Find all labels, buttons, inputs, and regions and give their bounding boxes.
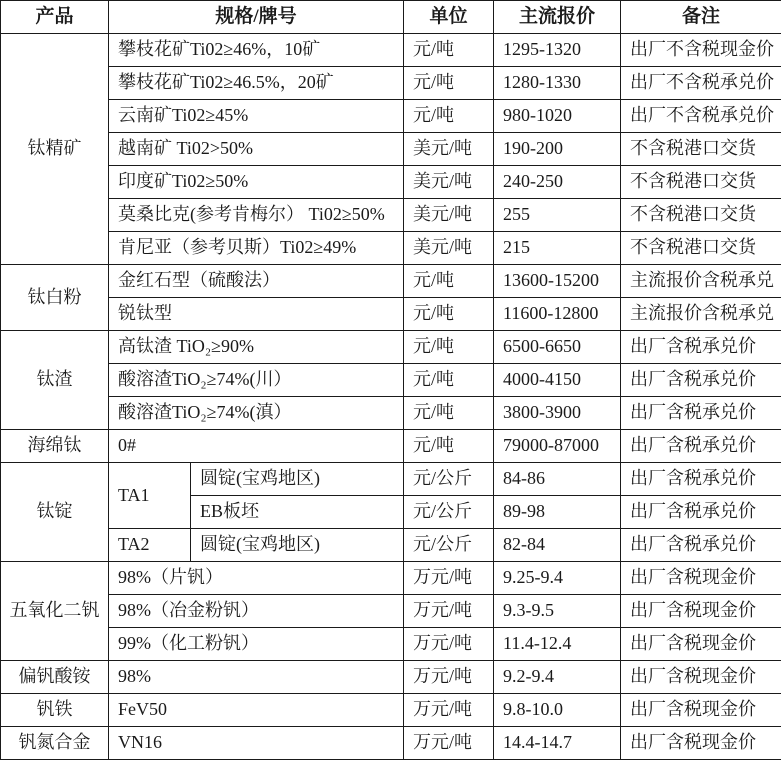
remark-cell: 不含税港口交货 [621, 133, 781, 166]
price-cell: 190-200 [494, 133, 621, 166]
table-row [1, 463, 781, 496]
table-row [1, 595, 781, 628]
price-cell: 980-1020 [494, 100, 621, 133]
product-cell: 偏钒酸铵 [1, 661, 109, 694]
spec-cell: 圆锭(宝鸡地区) [191, 529, 404, 562]
price-cell: 9.2-9.4 [494, 661, 621, 694]
remark-cell: 出厂含税现金价 [621, 694, 781, 727]
remark-cell: 出厂含税现金价 [621, 661, 781, 694]
unit-cell: 元/吨 [404, 34, 494, 67]
price-cell: 1295-1320 [494, 34, 621, 67]
remark-cell: 出厂含税承兑价 [621, 430, 781, 463]
price-cell: 255 [494, 199, 621, 232]
remark-cell: 出厂含税承兑价 [621, 331, 781, 364]
table-row [1, 331, 781, 364]
spec-cell: 莫桑比克(参考肯梅尔） Ti02≥50% [109, 199, 404, 232]
unit-cell: 元/吨 [404, 397, 494, 430]
col-header-product: 产品 [1, 1, 109, 34]
table-row [1, 34, 781, 67]
price-cell: 3800-3900 [494, 397, 621, 430]
price-cell: 11600-12800 [494, 298, 621, 331]
product-cell: 海绵钛 [1, 430, 109, 463]
remark-cell: 出厂不含税承兑价 [621, 100, 781, 133]
price-cell: 9.3-9.5 [494, 595, 621, 628]
remark-cell: 出厂含税承兑价 [621, 397, 781, 430]
remark-cell: 不含税港口交货 [621, 199, 781, 232]
col-header-unit: 单位 [404, 1, 494, 34]
price-cell: 240-250 [494, 166, 621, 199]
product-cell: 钒铁 [1, 694, 109, 727]
table-row [1, 265, 781, 298]
price-cell: 215 [494, 232, 621, 265]
spec-cell: 98%（冶金粉钒） [109, 595, 404, 628]
unit-cell: 元/吨 [404, 364, 494, 397]
remark-cell: 出厂含税现金价 [621, 727, 781, 760]
unit-cell: 元/公斤 [404, 529, 494, 562]
grade-cell: TA2 [109, 529, 191, 562]
remark-cell: 出厂含税现金价 [621, 595, 781, 628]
spec-cell: 98% [109, 661, 404, 694]
table-row [1, 67, 781, 100]
unit-cell: 元/吨 [404, 331, 494, 364]
spec-cell: 酸溶渣TiO₂≥74%(滇） [109, 397, 404, 430]
table-row [1, 694, 781, 727]
table-row [1, 133, 781, 166]
table-row [1, 232, 781, 265]
remark-cell: 主流报价含税承兑 [621, 298, 781, 331]
price-cell: 4000-4150 [494, 364, 621, 397]
unit-cell: 万元/吨 [404, 661, 494, 694]
unit-cell: 万元/吨 [404, 562, 494, 595]
remark-cell: 不含税港口交货 [621, 232, 781, 265]
price-cell: 82-84 [494, 529, 621, 562]
grade-cell: TA1 [109, 463, 191, 529]
table-row [1, 397, 781, 430]
unit-cell: 美元/吨 [404, 199, 494, 232]
remark-cell: 出厂不含税现金价 [621, 34, 781, 67]
product-cell: 钒氮合金 [1, 727, 109, 760]
table-row [1, 661, 781, 694]
remark-cell: 主流报价含税承兑 [621, 265, 781, 298]
price-cell: 9.25-9.4 [494, 562, 621, 595]
col-header-spec: 规格/牌号 [109, 1, 404, 34]
table-row [1, 199, 781, 232]
spec-cell: VN16 [109, 727, 404, 760]
spec-cell: 酸溶渣TiO₂≥74%(川） [109, 364, 404, 397]
spec-cell: 金红石型（硫酸法） [109, 265, 404, 298]
spec-cell: 98%（片钒） [109, 562, 404, 595]
price-cell: 79000-87000 [494, 430, 621, 463]
price-cell: 6500-6650 [494, 331, 621, 364]
unit-cell: 元/公斤 [404, 496, 494, 529]
unit-cell: 万元/吨 [404, 595, 494, 628]
price-cell: 13600-15200 [494, 265, 621, 298]
unit-cell: 元/吨 [404, 67, 494, 100]
remark-cell: 出厂含税现金价 [621, 628, 781, 661]
unit-cell: 元/吨 [404, 265, 494, 298]
product-cell: 钛渣 [1, 331, 109, 430]
table-row [1, 562, 781, 595]
remark-cell: 出厂含税现金价 [621, 562, 781, 595]
remark-cell: 出厂含税承兑价 [621, 496, 781, 529]
spec-cell: 高钛渣 TiO₂≥90% [109, 331, 404, 364]
spec-cell: 攀枝花矿Ti02≥46%，10矿 [109, 34, 404, 67]
col-header-remark: 备注 [621, 1, 781, 34]
spec-cell: 圆锭(宝鸡地区) [191, 463, 404, 496]
unit-cell: 元/公斤 [404, 463, 494, 496]
price-cell: 9.8-10.0 [494, 694, 621, 727]
spec-cell: 肯尼亚（参考贝斯）Ti02≥49% [109, 232, 404, 265]
price-cell: 1280-1330 [494, 67, 621, 100]
remark-cell: 出厂含税承兑价 [621, 463, 781, 496]
product-cell: 钛白粉 [1, 265, 109, 331]
product-cell: 钛精矿 [1, 34, 109, 265]
table-row [1, 430, 781, 463]
spec-cell: 锐钛型 [109, 298, 404, 331]
spec-cell: 印度矿Ti02≥50% [109, 166, 404, 199]
price-cell: 89-98 [494, 496, 621, 529]
product-cell: 钛锭 [1, 463, 109, 562]
unit-cell: 万元/吨 [404, 727, 494, 760]
remark-cell: 出厂含税承兑价 [621, 529, 781, 562]
spec-cell: EB板坯 [191, 496, 404, 529]
table-row [1, 628, 781, 661]
unit-cell: 美元/吨 [404, 133, 494, 166]
spec-cell: 攀枝花矿Ti02≥46.5%，20矿 [109, 67, 404, 100]
unit-cell: 万元/吨 [404, 628, 494, 661]
price-cell: 84-86 [494, 463, 621, 496]
col-header-price: 主流报价 [494, 1, 621, 34]
table-row [1, 166, 781, 199]
table-row [1, 100, 781, 133]
table-row [1, 529, 781, 562]
unit-cell: 元/吨 [404, 298, 494, 331]
unit-cell: 万元/吨 [404, 694, 494, 727]
table-row [1, 298, 781, 331]
remark-cell: 出厂不含税承兑价 [621, 67, 781, 100]
spec-cell: 0# [109, 430, 404, 463]
price-cell: 11.4-12.4 [494, 628, 621, 661]
table-row [1, 727, 781, 760]
remark-cell: 不含税港口交货 [621, 166, 781, 199]
remark-cell: 出厂含税承兑价 [621, 364, 781, 397]
product-cell: 五氧化二钒 [1, 562, 109, 661]
unit-cell: 元/吨 [404, 100, 494, 133]
price-cell: 14.4-14.7 [494, 727, 621, 760]
spec-cell: 越南矿 Ti02>50% [109, 133, 404, 166]
unit-cell: 美元/吨 [404, 232, 494, 265]
spec-cell: 云南矿Ti02≥45% [109, 100, 404, 133]
spec-cell: 99%（化工粉钒） [109, 628, 404, 661]
unit-cell: 元/吨 [404, 430, 494, 463]
header-row [1, 1, 781, 34]
unit-cell: 美元/吨 [404, 166, 494, 199]
spec-cell: FeV50 [109, 694, 404, 727]
table-row [1, 364, 781, 397]
